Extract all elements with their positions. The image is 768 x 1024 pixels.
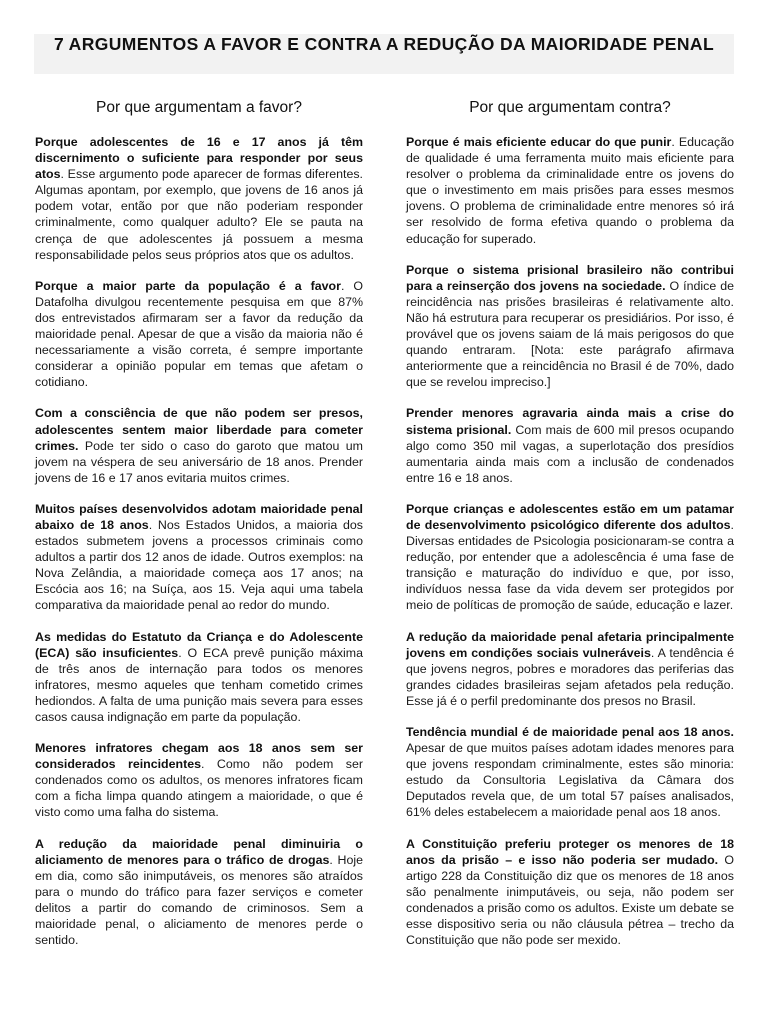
argument-for-2-lead: Porque a maior parte da população é a favor [35, 278, 341, 293]
document-title [34, 34, 734, 74]
argument-against-7 [406, 836, 734, 949]
argument-for-3-lead: Com a consciência de que não podem ser presos, adolescentes sentem maior liberdade para cometer crimes. [35, 406, 363, 453]
argument-for-4-body: . Nos Estados Unidos, a maioria dos estados submetem jovens a processos criminais como adultos a partir dos 12 anos de idade. Outros exemplos: na Nova Zelândia, a maioridade começa aos 17 anos; na Escócia aos 16; na Suíça, aos 15. Veja aqui uma tabela comparativa da maioridade penal ao redor do mundo. [35, 517, 363, 613]
argument-against-6-body: Apesar de que muitos países adotam idades menores para que jovens respondam criminalmente, estes são minoria: estudo da Consultoria Legislativa da Câmara dos Deputados revela que, de um total 57 países analisados, 61% deles estabelecem a maioridade penal aos 18 anos. [406, 741, 734, 820]
argument-against-4-lead: Porque crianças e adolescentes estão em um patamar de desenvolvimento psicológico diferente dos adultos [406, 501, 734, 532]
argument-against-5-lead: A redução da maioridade penal afetaria principalmente jovens em condições sociais vulneráveis [406, 629, 734, 660]
arguments-for-heading: Por que argumentam a favor? [96, 99, 302, 116]
argument-for-5-lead: As medidas do Estatuto da Criança e do Adolescente (ECA) são insuficientes [35, 629, 363, 660]
arguments-against-column [406, 98, 734, 963]
argument-against-1 [406, 134, 734, 247]
argument-for-6 [35, 740, 363, 820]
argument-for-3 [35, 405, 363, 485]
argument-for-1-body: . Esse argumento pode aparecer de formas diferentes. Algumas apontam, por exemplo, que jovens de 16 anos já podem votar, então por que não poderiam responder criminalmente, como qualquer adulto? Ele se pauta na crença de que adolescentes já possuem a mesma responsabilidade pelos seus próprios atos que os adultos. [35, 167, 363, 262]
argument-for-6-body: . Como não podem ser condenados como os adultos, os menores infratores ficam com a ficha limpa quando atingem a maioridade, o que é visto como uma falha do sistema. [35, 757, 363, 820]
argument-against-5-body: . A tendência é que jovens negros, pobres e moradores das periferias das grandes cidades brasileiras sejam afetados pela redução. Esse já é o perfil predominante dos presos no Brasil. [406, 645, 734, 708]
argument-against-6 [406, 724, 734, 821]
argument-for-4 [35, 501, 363, 614]
argument-against-1-lead: Porque é mais eficiente educar do que punir [406, 135, 672, 149]
argument-against-3 [406, 405, 734, 485]
argument-for-5 [35, 629, 363, 726]
arguments-against-heading: Por que argumentam contra? [469, 99, 671, 116]
argument-against-3-body: Com mais de 600 mil presos ocupando algo como 350 mil vagas, a superlotação dos presídios aumentaria ainda mais com a inclusão de condenados entre 16 e 18 anos. [406, 422, 734, 485]
argument-against-7-lead: A Constituição preferiu proteger os menores de 18 anos da prisão – e isso não poderia ser mudado. [406, 836, 734, 867]
argument-for-2-body: . O Datafolha divulgou recentemente pesquisa em que 87% dos entrevistados afirmaram ser a favor da redução da maioridade penal. Apesar de que a visão da maioria não é necessariamente a visão correta, é sempre importante considerar a opinião popular em temas que afetam o cotidiano. [35, 278, 363, 390]
argument-for-2 [35, 278, 363, 391]
argument-against-6-lead: Tendência mundial é de maioridade penal aos 18 anos. [406, 725, 734, 739]
argument-for-5-body: . O ECA prevê punição máxima de três anos de internação para todos os menores infratores, mesmo aqueles que tenham cometido crimes hediondos. A falta de uma punição mais severa para esses casos causa indignação em parte da população. [35, 645, 364, 724]
arguments-for-column [35, 98, 363, 963]
argument-against-2-lead: Porque o sistema prisional brasileiro não contribui para a reinserção dos jovens na sociedade. [406, 262, 734, 293]
argument-for-4-lead: Muitos países desenvolvidos adotam maioridade penal abaixo de 18 anos [35, 501, 363, 532]
argument-for-7 [35, 836, 363, 949]
argument-for-6-lead: Menores infratores chegam aos 18 anos sem ser considerados reincidentes [35, 741, 363, 772]
argument-against-2 [406, 262, 734, 391]
argument-against-4 [406, 501, 734, 614]
argument-for-7-body: . Hoje em dia, como são inimputáveis, os menores são atraídos para o mundo do tráfico para fazer serviços e cometer delitos a partir do comando de criminosos. Sem a maioridade penal, o aliciamento de menores perde o sentido. [35, 852, 363, 948]
argument-against-1-body: . Educação de qualidade é uma ferramenta muito mais eficiente para resolver o problema da criminalidade entre os jovens do que o investimento em mais prisões para esses mesmos jovens. O problema de criminalidade entre menores só irá ser resolvido de forma efetiva quando o problema da educação for superado. [406, 135, 734, 246]
argument-for-7-lead: A redução da maioridade penal diminuiria o aliciamento de menores para o tráfico de drogas [35, 836, 363, 867]
argument-against-4-body: . Diversas entidades de Psicologia posicionaram-se contra a redução, por entender que a adolescência é uma fase de transição e maturação do indivíduo e que, por isso, indivíduos nessa fase da vida devem ser protegidos por meio de políticas de promoção de saúde, educação e lazer. [406, 517, 734, 613]
argument-against-3-lead: Prender menores agravaria ainda mais a crise do sistema prisional. [406, 406, 734, 437]
argument-for-1-lead: Porque adolescentes de 16 e 17 anos já têm discernimento o suficiente para responder por seus atos [35, 135, 363, 182]
argument-for-1 [35, 134, 363, 263]
argument-for-3-body: Pode ter sido o caso do garoto que matou um jovem na véspera de seu aniversário de 18 anos. Prender jovens de 16 e 17 anos evitaria muitos crimes. [35, 438, 363, 485]
argument-against-2-body: O índice de reincidência nas prisões brasileiras é relativamente alto. Não há estrutura para recuperar os presidiários. Por isso, é provável que os jovens saiam de lá mais perigosos do que quando entraram. [Nota: este parágrafo afirmava anteriormente que a reincidência no Brasil é de 70%, dado que se revelou impreciso.] [406, 278, 735, 390]
argument-against-7-body: O artigo 228 da Constituição diz que os menores de 18 anos são penalmente inimputáveis, ou seja, não podem ser condenados a prisão como os adultos. Existe um debate se esse dispositivo seria ou não cláusula pétrea – trecho da Constituição que não pode ser mexido. [406, 852, 734, 948]
document-title-text: 7 ARGUMENTOS A FAVOR E CONTRA A REDUÇÃO DA MAIORIDADE PENAL [53, 34, 715, 54]
argument-against-5 [406, 629, 734, 709]
